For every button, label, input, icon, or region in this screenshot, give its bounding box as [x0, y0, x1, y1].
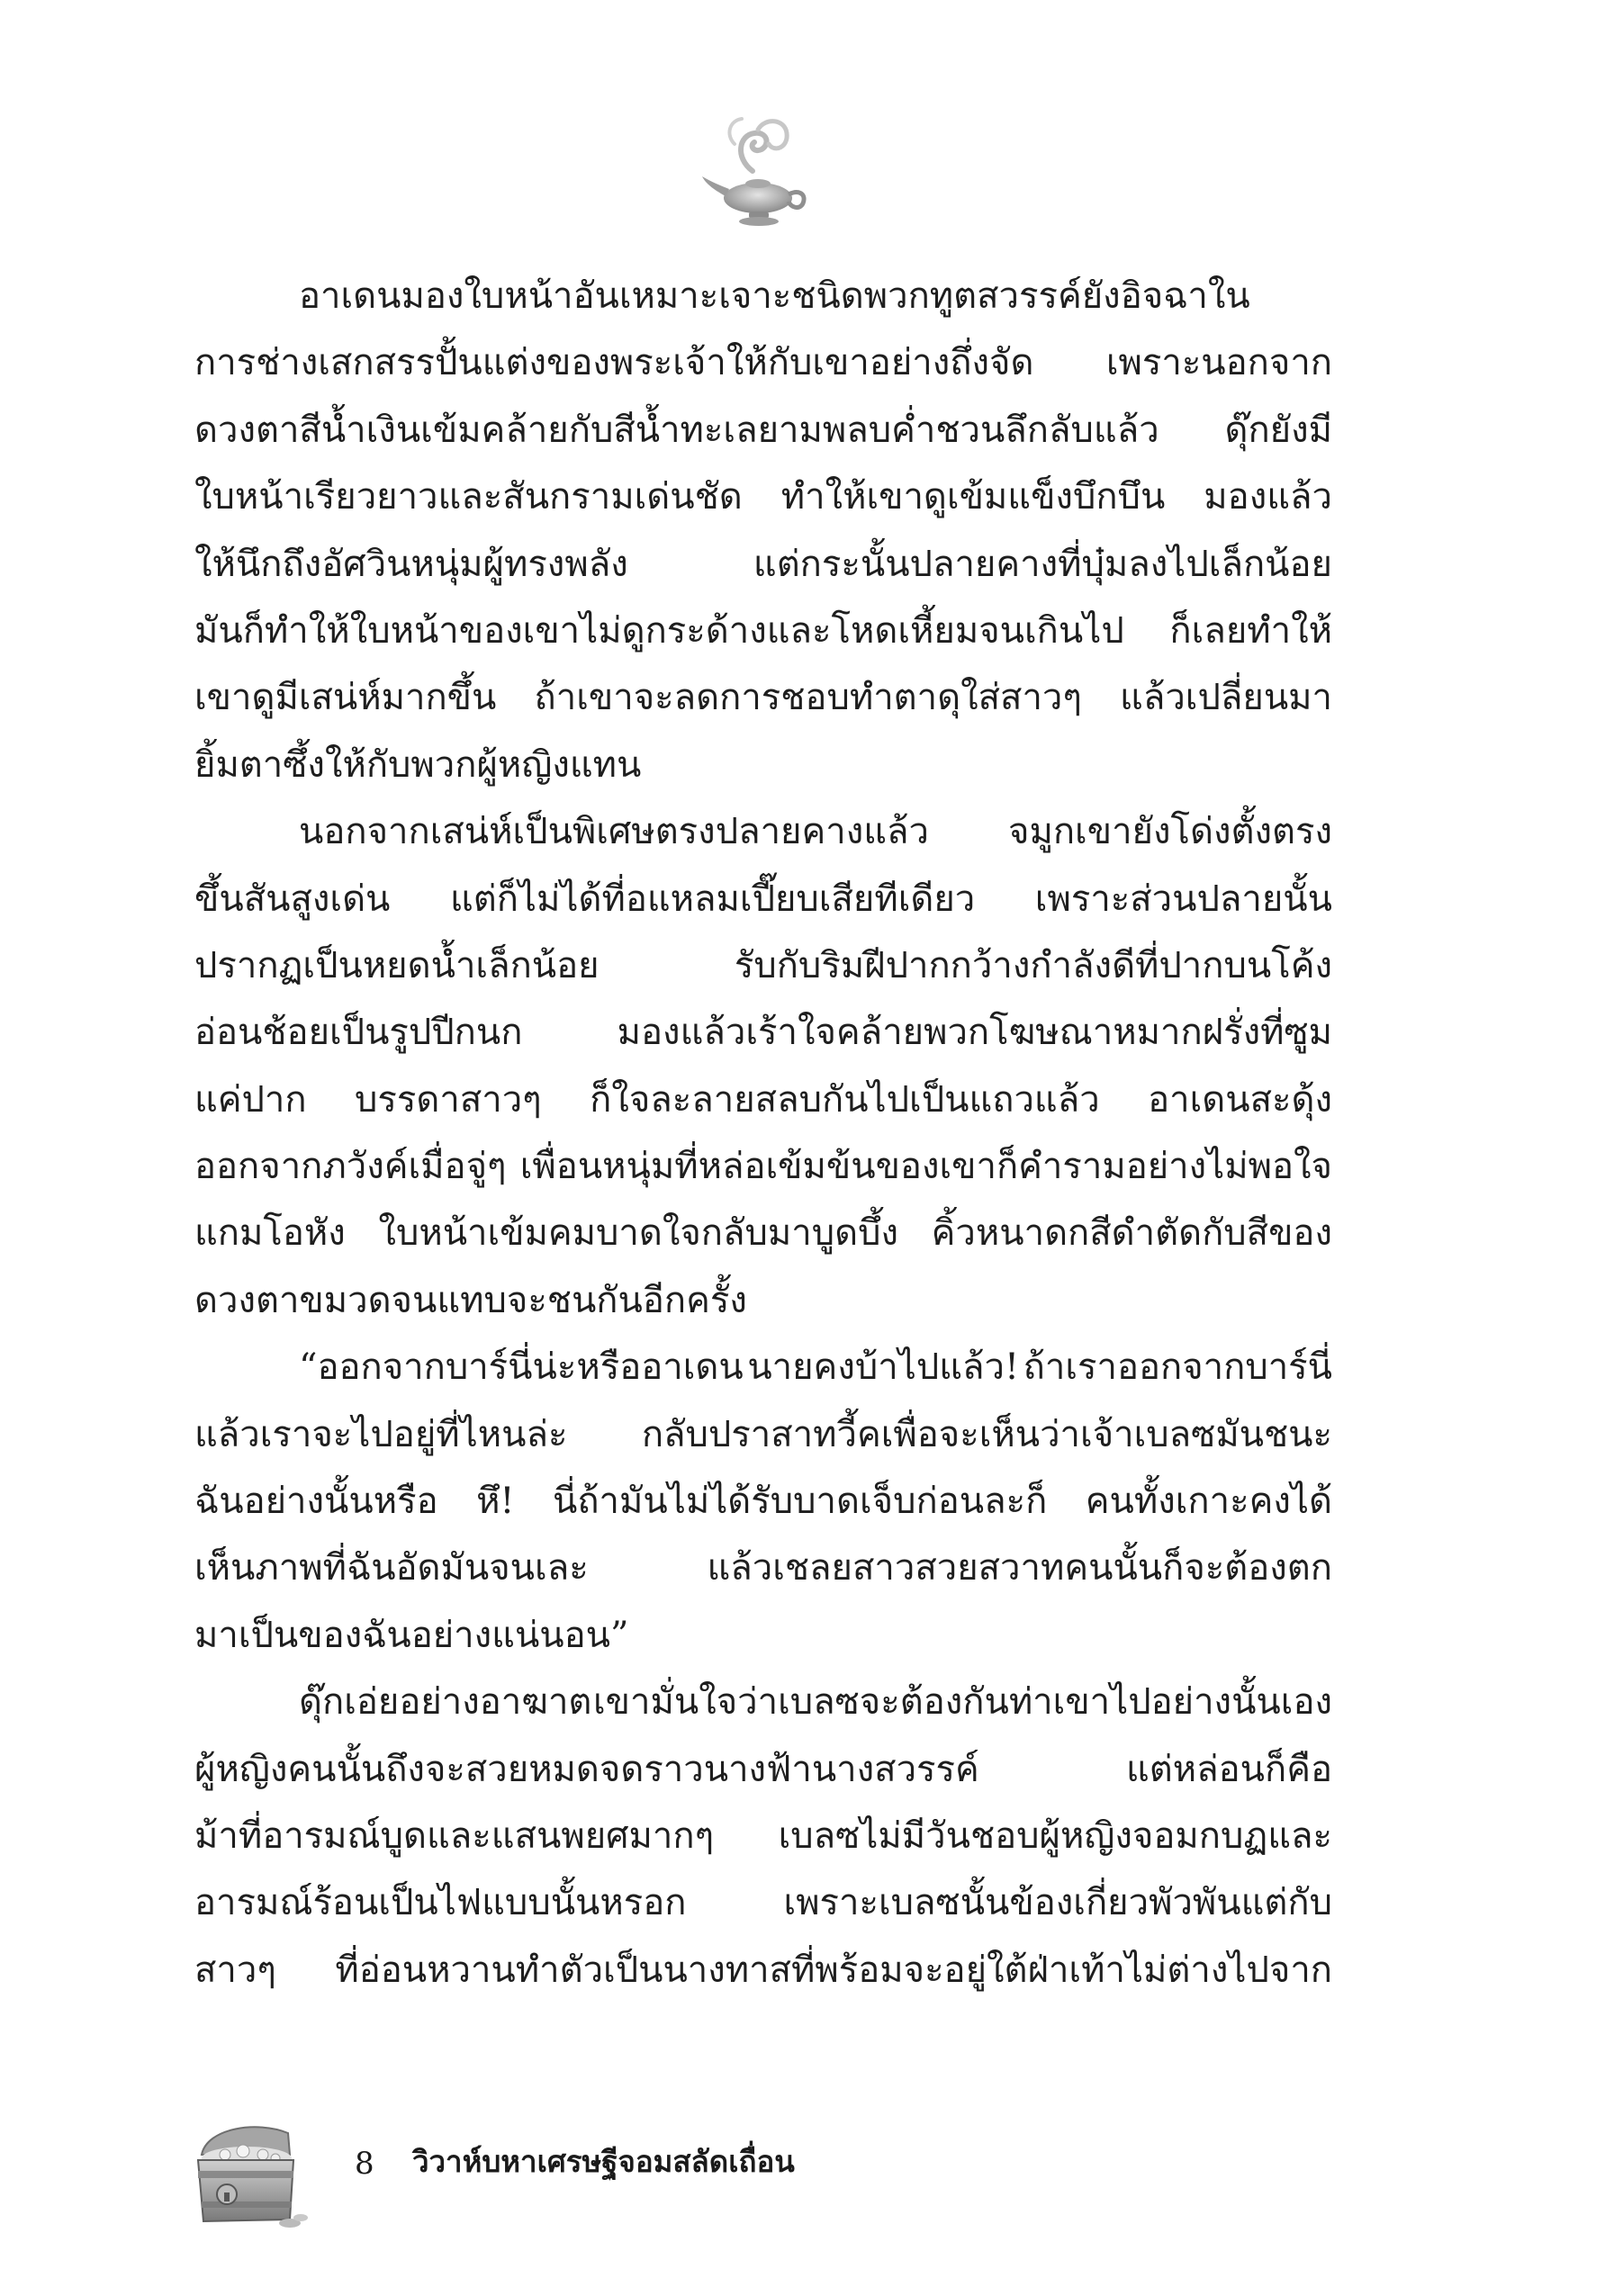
text-line: ยิ้มตาซึ้งให้กับพวกผู้หญิงแทน — [194, 743, 642, 786]
text-line: แค่ปาก บรรดาสาวๆ ก็ใจละลายสลบกันไปเป็นแถวแล้ว อาเดนสะดุ้ง — [194, 1078, 1332, 1121]
text-line: ฉันอย่างนั้นหรือ หึ! นี่ถ้ามันไม่ได้รับบาดเจ็บก่อนละก็ คนทั้งเกาะคงได้ — [194, 1481, 1332, 1523]
text-line: ขึ้นสันสูงเด่น แต่ก็ไม่ได้ที่อแหลมเปี๊ยบเสียทีเดียว เพราะส่วนปลายนั้น — [194, 878, 1332, 920]
text-line: เห็นภาพที่ฉันอัดมันจนเละ แล้วเชลยสาวสวยสวาทคนนั้นก็จะต้องตก — [194, 1547, 1332, 1589]
treasure-chest-icon — [189, 2115, 311, 2232]
text-line: แกมโอหัง ใบหน้าเข้มคมบาดใจกลับมาบูดบึ้ง คิ้วหนาดกสีดำตัดกับสีของ — [194, 1212, 1332, 1255]
book-title: วิวาห์บหาเศรษฐีจอมสลัดเถื่อน — [412, 2144, 795, 2179]
genie-lamp-icon — [699, 108, 816, 234]
text-line: เขาดูมีเสน่ห์มากขึ้น ถ้าเขาจะลดการชอบทำตาดุใส่สาวๆ แล้วเปลี่ยนมา — [194, 677, 1332, 719]
text-line: แล้วเราจะไปอยู่ที่ไหนล่ะ กลับปราสาทวี้คเพื่อจะเห็นว่าเจ้าเบลซมันชนะ — [194, 1413, 1332, 1455]
text-line: อ่อนช้อยเป็นรูปปีกนก มองแล้วเร้าใจคล้ายพวกโฆษณาหมากฝรั่งที่ซูม — [194, 1012, 1332, 1054]
text-line: การช่างเสกสรรปั้นแต่งของพระเจ้าให้กับเขาอย่างถึ่งจัด เพราะนอกจาก — [194, 342, 1332, 384]
text-line: ดวงตาสีน้ำเงินเข้มคล้ายกับสีน้ำทะเลยามพลบค่ำชวนลึกลับแล้ว ดุ๊กยังมี — [194, 409, 1332, 451]
text-line: ม้าที่อารมณ์บูดและแสนพยศมากๆ เบลซไม่มีวันชอบผู้หญิงจอมกบฏและ — [194, 1814, 1332, 1857]
text-line: มาเป็นของฉันอย่างแน่นอน” — [194, 1614, 629, 1656]
text-line: สาวๆ ที่อ่อนหวานทำตัวเป็นนางทาสที่พร้อมจะอยู่ใต้ฝ่าเท้าไม่ต่างไปจาก — [194, 1949, 1332, 1991]
text-line: อาเดนมองใบหน้าอันเหมาะเจาะชนิดพวกทูตสวรรค์ยังอิจฉาใน — [299, 275, 1250, 317]
text-line: ผู้หญิงคนนั้นถึงจะสวยหมดจดราวนางฟ้านางสวรรค์ แต่หล่อนก็คือ — [194, 1748, 1332, 1790]
text-line: ใบหน้าเรียวยาวและสันกรามเด่นชัด ทำให้เขาดูเข้มแข็งบึกบึน มองแล้ว — [194, 476, 1332, 518]
text-line: นอกจากเสน่ห์เป็นพิเศษตรงปลายคางแล้ว จมูกเขายังโด่งตั้งตรง — [299, 811, 1332, 853]
page-footer — [189, 2115, 999, 2232]
text-line: ดวงตาขมวดจนแทบจะชนกันอีกครั้ง — [194, 1279, 747, 1321]
page-number: 8 — [355, 2146, 374, 2182]
text-line: ปรากฏเป็นหยดน้ำเล็กน้อย รับกับริมฝีปากกว้างกำลังดีที่ปากบนโค้ง — [194, 944, 1332, 986]
text-line: ดุ๊กเอ่ยอย่างอาฆาต เขามั่นใจว่าเบลซจะต้องกันท่าเขาไปอย่างนั้นเอง — [299, 1681, 1332, 1724]
text-line: ออกจากภวังค์เมื่อจู่ๆ เพื่อนหนุ่มที่หล่อเข้มข้นของเขาก็คำรามอย่างไม่พอใจ — [194, 1146, 1332, 1188]
text-line: “ออกจากบาร์นี่น่ะหรืออาเดน นายคงบ้าไปแล้ว! ถ้าเราออกจากบาร์นี่ — [299, 1346, 1332, 1389]
text-line: อารมณ์ร้อนเป็นไฟแบบนั้นหรอก เพราะเบลซนั้นข้องเกี่ยวพัวพันแต่กับ — [194, 1882, 1332, 1924]
text-line: มันก็ทำให้ใบหน้าของเขาไม่ดูกระด้างและโหดเหี้ยมจนเกินไป ก็เลยทำให้ — [194, 609, 1332, 652]
body-text — [194, 263, 1332, 2003]
text-line: ให้นึกถึงอัศวินหนุ่มผู้ทรงพลัง แต่กระนั้นปลายคางที่บุ๋มลงไปเล็กน้อย — [194, 543, 1332, 585]
